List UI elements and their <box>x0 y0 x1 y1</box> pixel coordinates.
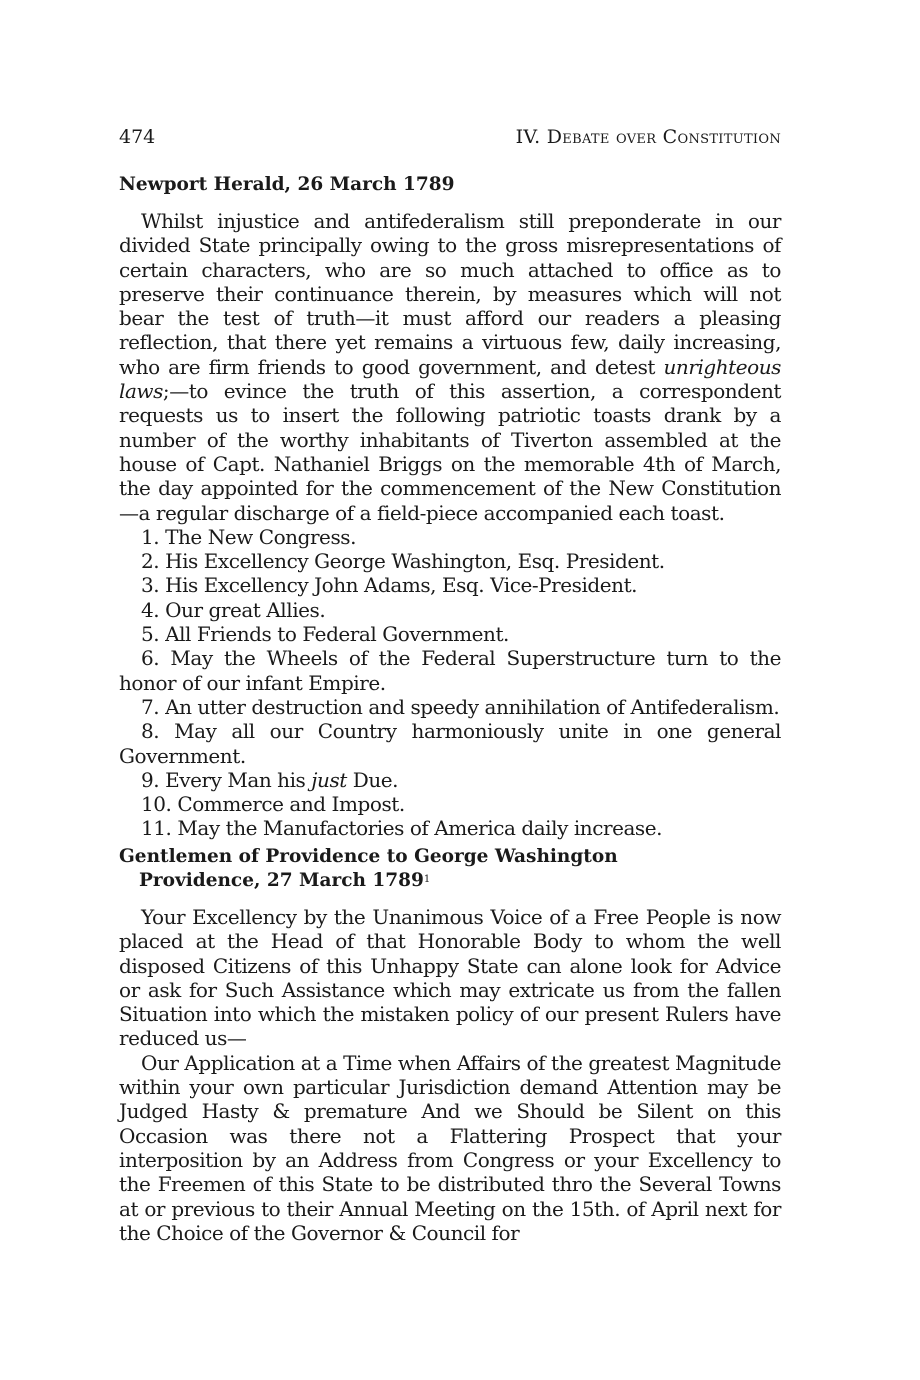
running-head <box>119 124 781 150</box>
section-heading-text: Newport Herald, 26 March 1789 <box>119 174 455 195</box>
dateline-text: Providence, 27 March 1789 <box>139 870 424 891</box>
intro-emphasis: unrighteous laws <box>119 354 781 404</box>
toast-item: 3. His Excellency John Adams, Esq. Vice-President. <box>141 573 638 598</box>
section-heading-newport-herald <box>119 173 454 197</box>
toast-item: 7. An utter destruction and speedy annihilation of Antifederalism. <box>141 694 780 719</box>
running-title: IV. Debate over Constitution <box>515 126 781 148</box>
toast-9-emphasis: just <box>311 767 347 792</box>
toast-item: 1. The New Congress. <box>141 524 356 549</box>
toast-item: 2. His Excellency George Washington, Esq. President. <box>141 549 665 574</box>
intro-text-part1: Whilst injustice and antifederalism still preponderate in our divided State principally owing to the gross misrepresentations of certain characters, who are so much attached to office as to preserve their continuance therein, by measures which will not bear the test of truth—it must afford our readers a pleasing reflection, that there yet remains a virtuous few, daily increasing, who are firm friends to good government, and detest <box>119 209 781 379</box>
intro-text-part2: ;—to evince the truth of this assertion, a correspondent requests us to insert the following patriotic toasts drank by a number of the worthy inhabitants of Tiverton assembled at the house of Capt. Nathaniel Briggs on the memorable 4th of March, the day appointed for the commencement of the New Constitution—a regular discharge of a field-piece accompanied each toast. <box>119 379 781 525</box>
toast-9-before: 9. Every Man his <box>141 767 312 792</box>
toast-item: 4. Our great Allies. <box>141 597 326 622</box>
intro-paragraph <box>119 209 781 525</box>
footnote-reference: 1 <box>423 874 431 885</box>
toast-item <box>119 768 781 792</box>
letter-paragraph: Our Application at a Time when Affairs of the greatest Magnitude within your own particular Jurisdiction demand Attention may be Judged Hasty & premature And we Should be Silent on this Occasion was there not a Flattering Prospect that your interposition by an Address from Congress or your Excellency to the Freemen of this State to be distributed thro the Several Towns at or previous to their Annual Meeting on the 15th. of April next for the Choice of the Governor & Council for <box>119 1050 781 1245</box>
toast-item: 6. May the Wheels of the Federal Superstructure turn to the honor of our infant Empire. <box>119 646 781 695</box>
toast-9-after: Due. <box>346 767 399 792</box>
toast-item: 11. May the Manufactories of America daily increase. <box>141 816 663 841</box>
section-heading-providence <box>119 845 618 893</box>
section-providence-body <box>119 905 781 1245</box>
toast-item: 10. Commerce and Impost. <box>141 792 405 817</box>
page-number: 474 <box>119 126 156 148</box>
section-heading-line2 <box>119 869 618 893</box>
toast-item: 8. May all our Country harmoniously unite in one general Government. <box>119 719 781 768</box>
letter-paragraph: Your Excellency by the Unanimous Voice of a Free People is now placed at the Head of that Honorable Body to whom the well disposed Citizens of this Unhappy State can alone look for Advice or ask for Such Assistance which may extricate us from the fallen Situation into which the mistaken policy of our present Rulers have reduced us— <box>119 905 781 1051</box>
toast-item: 5. All Friends to Federal Government. <box>141 622 509 647</box>
section-newport-herald-body <box>119 209 781 841</box>
section-heading-line1: Gentlemen of Providence to George Washington <box>119 846 618 867</box>
